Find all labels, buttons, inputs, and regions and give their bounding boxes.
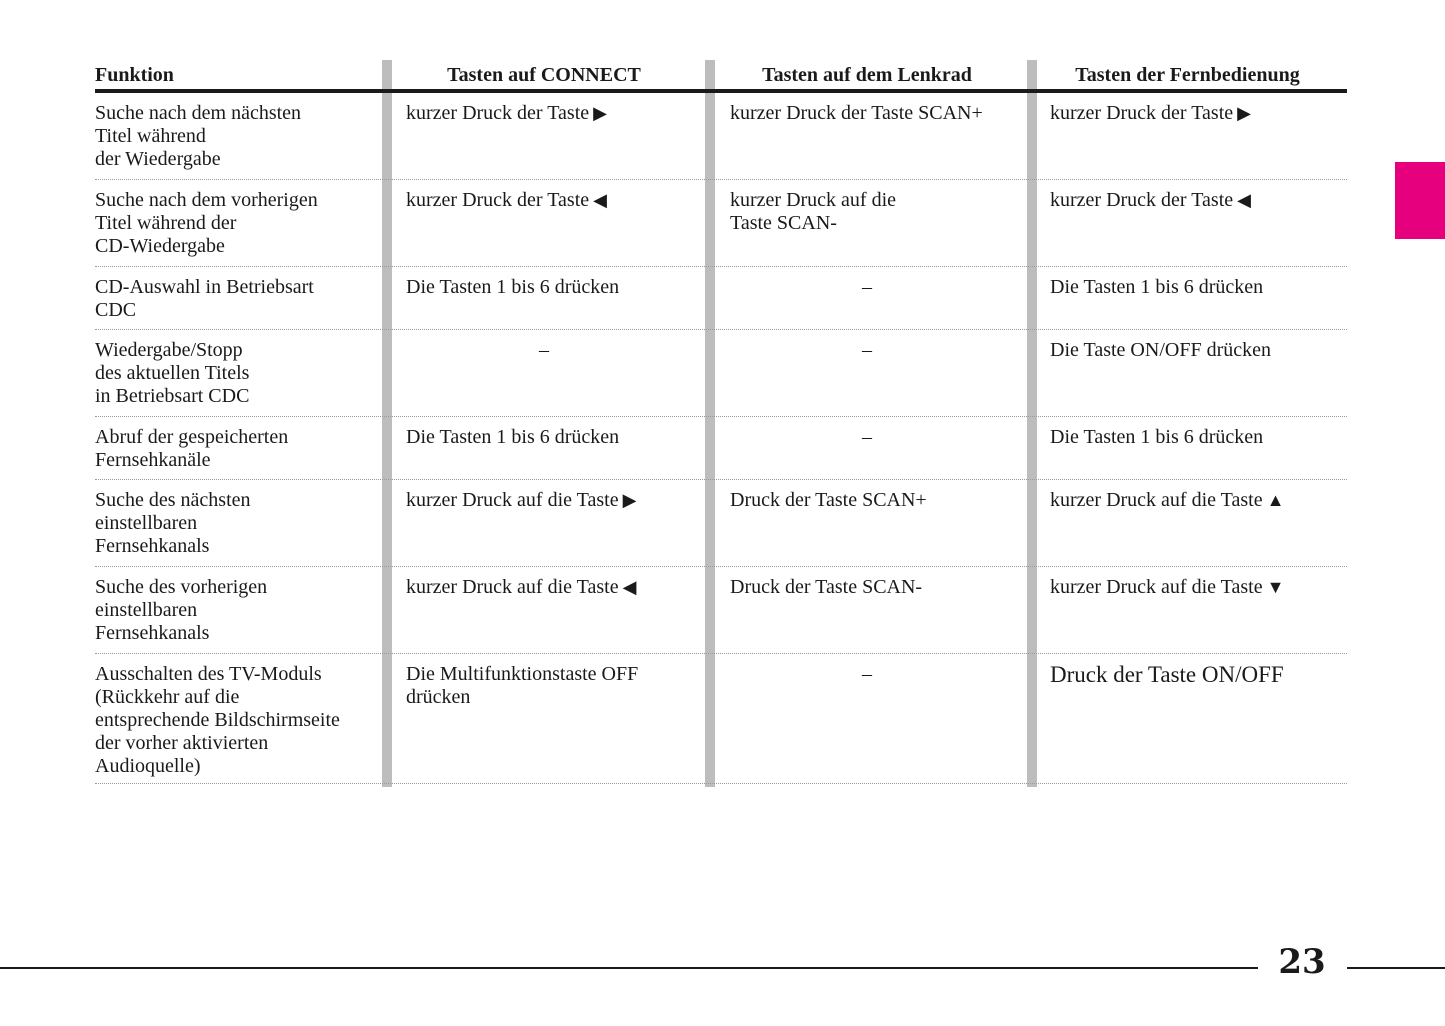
remote-text: kurzer Druck der Taste	[1050, 102, 1234, 124]
connect-text: kurzer Druck der Taste	[406, 102, 590, 124]
steering-cell: –	[862, 276, 872, 298]
header-lenkrad: Tasten auf dem Lenkrad	[762, 64, 972, 86]
table-row	[95, 330, 1347, 417]
function-cell: Ausschalten des TV-Moduls (Rückkehr auf die entsprechende Bildschirmseite der vorher aktivierten Audioquelle)	[95, 663, 340, 777]
connect-text: kurzer Druck auf die Taste	[406, 489, 619, 511]
function-cell: Wiedergabe/Stopp des aktuellen Titels in Betriebsart CDC	[95, 339, 250, 407]
function-cell: Suche des nächsten einstellbaren Fernsehkanals	[95, 489, 251, 557]
steering-cell: Druck der Taste SCAN+	[730, 489, 927, 511]
connect-text: kurzer Druck der Taste	[406, 189, 590, 211]
connect-cell: Die Multifunktionstaste OFF drücken	[406, 663, 639, 708]
function-table	[95, 58, 1347, 784]
table-row	[95, 93, 1347, 180]
steering-cell: –	[862, 339, 872, 361]
page-number: 23	[1278, 942, 1326, 982]
steering-cell: kurzer Druck auf die Taste SCAN-	[730, 189, 897, 234]
table-row	[95, 480, 1347, 567]
triangle-up-icon: ▲	[1266, 490, 1285, 510]
play-left-icon: ◀	[593, 190, 607, 210]
table-row	[95, 417, 1347, 480]
remote-cell: Die Tasten 1 bis 6 drücken	[1050, 426, 1264, 448]
function-cell: CD-Auswahl in Betriebsart CDC	[95, 276, 314, 321]
connect-cell: –	[539, 339, 549, 361]
footer-rule	[0, 967, 1258, 969]
header-funktion: Funktion	[95, 64, 174, 86]
section-tab-marker	[1395, 162, 1445, 239]
connect-text: kurzer Druck auf die Taste	[406, 576, 619, 598]
remote-cell: Die Tasten 1 bis 6 drücken	[1050, 276, 1264, 298]
remote-text: kurzer Druck auf die Taste	[1050, 576, 1263, 598]
remote-text: kurzer Druck auf die Taste	[1050, 489, 1263, 511]
function-cell: Abruf der gespeicherten Fernsehkanäle	[95, 426, 289, 471]
function-cell: Suche nach dem nächsten Titel während der Wiedergabe	[95, 102, 302, 170]
table-row	[95, 654, 1347, 784]
remote-text: kurzer Druck der Taste	[1050, 189, 1234, 211]
connect-cell	[382, 567, 706, 655]
table-header	[95, 58, 1347, 93]
connect-cell	[382, 480, 706, 568]
play-right-icon: ▶	[1237, 103, 1251, 123]
function-cell: Suche nach dem vorherigen Titel während der CD-Wiedergabe	[95, 189, 318, 257]
table-row	[95, 567, 1347, 654]
play-left-icon: ◀	[622, 577, 637, 597]
remote-cell	[1028, 480, 1347, 568]
connect-cell: Die Tasten 1 bis 6 drücken	[406, 276, 620, 298]
play-right-icon: ▶	[593, 103, 607, 123]
table-row	[95, 267, 1347, 330]
connect-cell	[382, 180, 706, 268]
connect-cell: Die Tasten 1 bis 6 drücken	[406, 426, 620, 448]
steering-cell: –	[862, 663, 872, 685]
remote-cell: Druck der Taste ON/OFF	[1050, 662, 1284, 687]
remote-cell	[1028, 93, 1347, 181]
footer-rule	[1347, 967, 1445, 969]
steering-cell: kurzer Druck der Taste SCAN+	[730, 102, 983, 124]
triangle-down-icon: ▼	[1266, 577, 1285, 597]
table-row	[95, 180, 1347, 267]
remote-cell	[1028, 567, 1347, 655]
remote-cell	[1028, 180, 1347, 268]
remote-cell: Die Taste ON/OFF drücken	[1050, 339, 1271, 361]
function-cell: Suche des vorherigen einstellbaren Fernsehkanals	[95, 576, 268, 644]
header-fernbedienung: Tasten der Fernbedienung	[1075, 64, 1300, 86]
steering-cell: Druck der Taste SCAN-	[730, 576, 923, 598]
play-left-icon: ◀	[1237, 190, 1251, 210]
play-right-icon: ▶	[622, 490, 637, 510]
connect-cell	[382, 93, 706, 181]
header-connect: Tasten auf CONNECT	[447, 64, 641, 86]
steering-cell: –	[862, 426, 872, 448]
